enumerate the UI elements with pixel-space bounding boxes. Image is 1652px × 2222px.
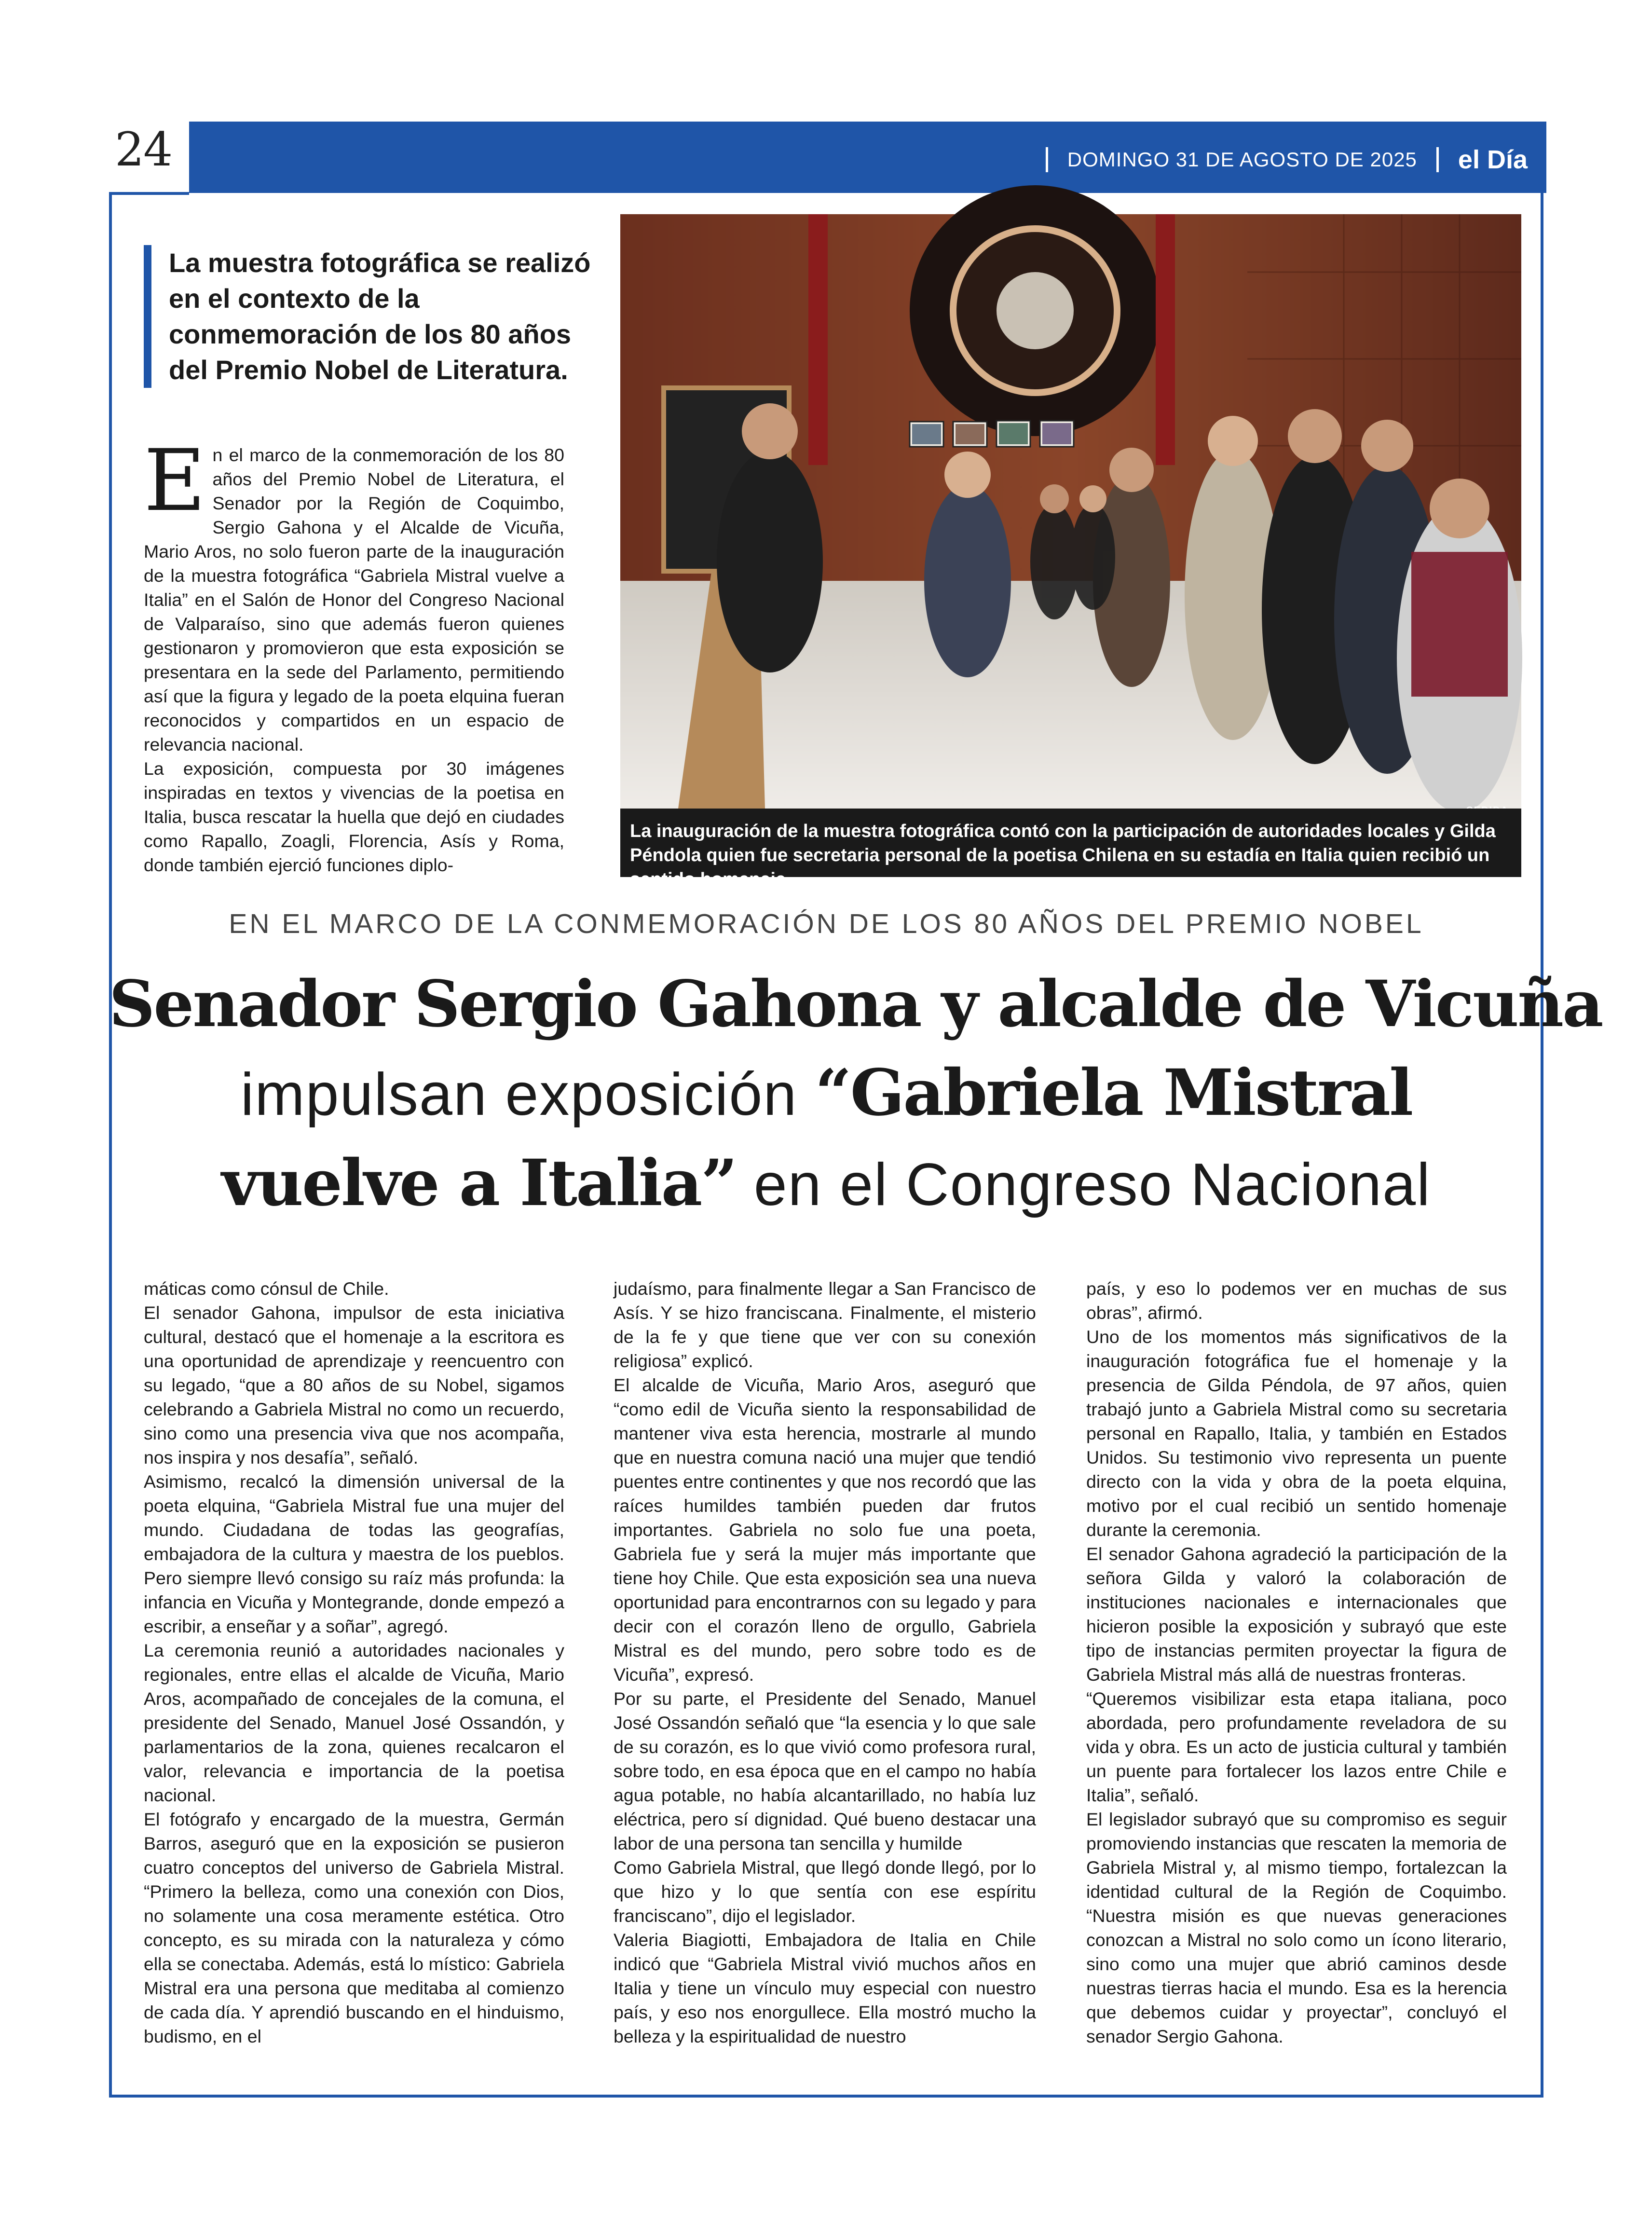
paragraph: El senador Gahona, impulsor de esta iniciativa cultural, destacó que el homenaje a la escritora es una oportunidad de aprendizaje y reencuentro con su legado, “que a 80 años de su Nobel, sigamos celebrando a Gabriela Mistral no como un recuerdo, sino como una presencia viva que nos acompaña, nos inspira y nos desafía”, señaló. xyxy=(144,1303,564,1468)
paragraph: La ceremonia reunió a autoridades nacionales y regionales, entre ellas el alcalde de Vicuña, Mario Aros, acompañado de concejales de la comuna, el presidente del Senado, Manuel José Ossandón, y parlamentarios de la zona, quienes recalcaron el valor, relevancia e importancia de la poetisa nacional. xyxy=(144,1640,564,1805)
page-number: 24 xyxy=(115,123,172,177)
header-dateline xyxy=(949,145,1528,175)
paragraph: judaísmo, para finalmente llegar a San Francisco de Asís. Y se hizo franciscana. Finalmente, el misterio de la fe y que tiene que ver con su conexión religiosa” explicó. xyxy=(614,1278,1036,1371)
lead-paragraph-2: La exposición, compuesta por 30 imágenes inspiradas en textos y vivencias de la poetisa en Italia, busca rescatar la huella que dejó en ciudades como Rapallo, Zoagli, Florencia, Asís y Roma, donde también ejerció funciones diplo- xyxy=(144,758,564,875)
lead-paragraph xyxy=(144,431,564,756)
drop-cap: E xyxy=(144,431,206,530)
paragraph: Valeria Biagiotti, Embajadora de Italia en Chile indicó que “Gabriela Mistral vivió muchos años en Italia y tiene un vínculo muy especial con nuestro país, y eso nos enorgullece. Ella mostró mucho la belleza y la espiritualidad de nuestro xyxy=(614,1930,1036,2046)
paragraph: El senador Gahona agradeció la participación de la señora Gilda y valoró la colaboración de instituciones nacionales e internacionales que hicieron posible la exposición y subrayó que este tipo de instancias permiten proyectar la figura de Gabriela Mistral más allá de nuestras fronteras. xyxy=(1086,1544,1507,1685)
paragraph: país, y eso lo podemos ver en muchas de sus obras”, afirmó. xyxy=(1086,1278,1507,1323)
headline-line-1: Senador Sergio Gahona y alcalde de Vicuña xyxy=(109,967,1602,1042)
headline-line-2-light: impulsan exposición xyxy=(240,1061,815,1128)
paragraph: El legislador subrayó que su compromiso es seguir promoviendo instancias que rescaten la memoria de Gabriela Mistral y, al mismo tiempo, fortalezcan la identidad cultural de la Región de Coquimbo. “Nuestra misión es que nuevas generaciones conozcan a Mistral no solo como un ícono literario, sino como una mujer que abrió caminos desde nuestras tierras hacia el mundo. Esa es la herencia que debemos cuidar y proyectar”, concluyó el senador Sergio Gahona. xyxy=(1086,1809,1507,2046)
paragraph: Asimismo, recalcó la dimensión universal de la poeta elquina, “Gabriela Mistral fue una mujer del mundo. Ciudadana de todas las geografías, embajadora de la cultura y maestra de los pueblos. Pero siempre llevó consigo su raíz más profunda: la infancia en Vicuña y Montegrande, donde empezó a escribir, a enseñar y a soñar”, agregó. xyxy=(144,1471,564,1636)
paragraph: Como Gabriela Mistral, que llegó donde llegó, por lo que hizo y lo que sentía con ese espíritu franciscano”, dijo el legislador. xyxy=(614,1857,1036,1926)
pull-quote xyxy=(144,245,593,388)
headline-line-3-light: en el Congreso Nacional xyxy=(736,1152,1431,1218)
paragraph: El fotógrafo y encargado de la muestra, Germán Barros, aseguró que en la exposición se pusieron cuatro conceptos del universo de Gabriela Mistral. “Primero la belleza, como una conexión con Dios, no solamente una cosa meramente estética. Otro concepto, es su mirada con la naturaleza y cómo ella se conectaba. Además, está lo místico: Gabriela Mistral era una persona que meditaba al comienzo de cada día. Y aprendió buscando en el hinduismo, budismo, en el xyxy=(144,1809,564,2046)
paragraph: Por su parte, el Presidente del Senado, Manuel José Ossandón señaló que “la esencia y lo que sale de su corazón, es lo que vivió como profesora rural, sobre todo, en esa época que en el campo no había agua potable, no había alcantarillado, no había luz eléctrica, pero sí dignidad. Qué bueno destacar una labor de una persona tan sencilla y humilde xyxy=(614,1688,1036,1853)
header-date: DOMINGO 31 DE AGOSTO DE 2025 xyxy=(1067,148,1417,171)
lead-column xyxy=(144,431,564,877)
photo-illustration xyxy=(620,214,1521,809)
header-divider xyxy=(1436,147,1439,172)
kicker: EN EL MARCO DE LA CONMEMORACIÓN DE LOS 80 AÑOS DEL PREMIO NOBEL xyxy=(229,908,1424,939)
paragraph: Uno de los momentos más significativos de la inauguración fotográfica fue el homenaje y la presencia de Gilda Péndola, de 97 años, quien trabajó junto a Gabriela Mistral como su secretaria personal en Rapallo, Italia, y también en Estados Unidos. Su testimonio vivo representa un puente directo con la vida y obra de la poeta elquina, motivo por el cual recibió un sentido homenaje durante la ceremonia. xyxy=(1086,1327,1507,1540)
paragraph: máticas como cónsul de Chile. xyxy=(144,1278,389,1299)
paragraph: El alcalde de Vicuña, Mario Aros, aseguró que “como edil de Vicuña siento la responsabilidad de mantener viva esta herencia, mostrarle al mundo que en nuestra comuna nació una mujer que tendió puentes entre continentes y que nos recordó que las raíces humildes también pueden dar frutos importantes. Gabriela no solo fue una poeta, Gabriela fue y será la mujer más importante que tiene hoy Chile. Que esta exposición sea una nueva oportunidad para encontrarnos con su legado y para decir con el corazón lleno de orgullo, Gabriela Mistral es del mundo, pero sobre todo es de Vicuña”, expresó. xyxy=(614,1375,1036,1685)
header-divider xyxy=(1046,147,1048,172)
body-column-2 xyxy=(614,1276,1036,2048)
paragraph: “Queremos visibilizar esta etapa italiana, poco abordada, pero profundamente reveladora de su vida y obra. Es un acto de justicia cultural y también un puente para fortalecer los lazos entre Chile e Italia”, señaló. xyxy=(1086,1688,1507,1805)
newspaper-logo: el Día xyxy=(1458,145,1528,174)
headline-line-2-bold: “Gabriela Mistral xyxy=(815,1056,1412,1130)
body-column-1 xyxy=(144,1276,564,2048)
article-photo xyxy=(620,214,1521,809)
photo-caption: La inauguración de la muestra fotográfica contó con la participación de autoridades locales y Gilda Péndola quien fue secretaria personal de la poetisa Chilena en su estadía en Italia quien recibió un sentido homenaje. xyxy=(620,809,1521,877)
article-frame-top xyxy=(109,192,189,195)
headline-line-3 xyxy=(109,1139,1543,1229)
body-column-3 xyxy=(1086,1276,1507,2048)
headline-line-2 xyxy=(109,1049,1543,1139)
pull-quote-text: La muestra fotográfica se realizó en el contexto de la conmemoración de los 80 años del Premio Nobel de Literatura. xyxy=(169,247,591,385)
headline-line-3-bold: vuelve a Italia” xyxy=(221,1146,737,1221)
headline xyxy=(109,960,1602,1229)
lead-paragraph-text: n el marco de la conmemoración de los 80 años del Premio Nobel de Literatura, el Senador por la Región de Coquimbo, Sergio Gahona y el Alcalde de Vicuña, Mario Aros, no solo fueron parte de la inauguración de la muestra fotográfica “Gabriela Mistral vuelve a Italia” en el Salón de Honor del Congreso Nacional de Valparaíso, sino que además fueron quienes gestionaron y promovieron que esta exposición se presentara en la sede del Parlamento, permitiendo así que la figura y legado de la poeta elquina fueran reconocidos y compartidos en un espacio de relevancia nacional. xyxy=(144,445,564,754)
